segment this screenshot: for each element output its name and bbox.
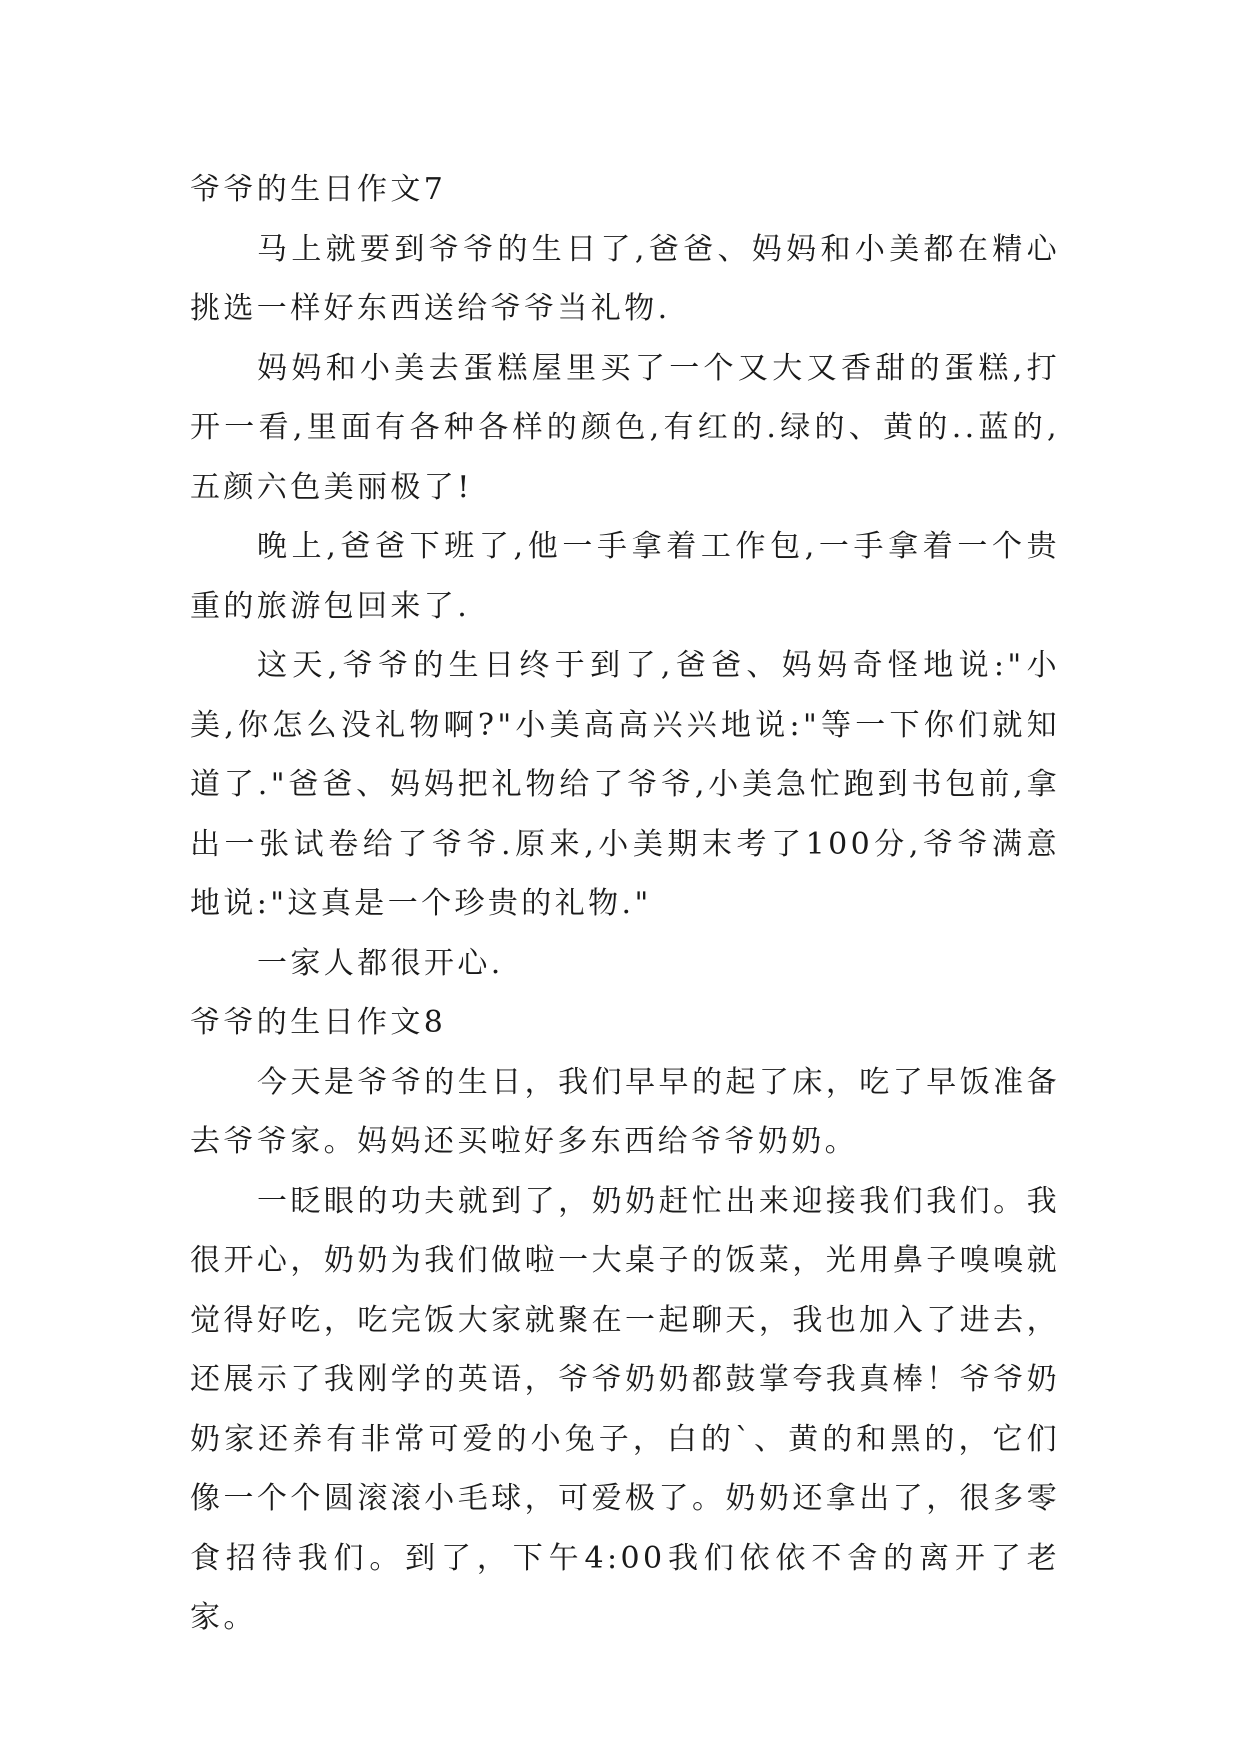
paragraph: 一眨眼的功夫就到了，奶奶赶忙出来迎接我们我们。我很开心，奶奶为我们做啦一大桌子的饭菜，光用鼻子嗅嗅就觉得好吃，吃完饭大家就聚在一起聊天，我也加入了进去，还展示了我刚学的英语，爷爷奶奶都鼓掌夸我真棒！爷爷奶奶家还养有非常可爱的小兔子，白的`、黄的和黑的，它们像一个个圆滚滚小毛球，可爱极了。奶奶还拿出了，很多零食招待我们。到了，下午4:00我们依依不舍的离开了老家。 <box>190 1183 1060 1635</box>
paragraph: 今天是爷爷的生日，我们早早的起了床，吃了早饭准备去爷爷家。妈妈还买啦好多东西给爷爷奶奶。 <box>190 1064 1060 1159</box>
section-title-7: 爷爷的生日作文7 <box>190 172 447 207</box>
section-title-8: 爷爷的生日作文8 <box>190 1005 447 1040</box>
paragraph: 晚上,爸爸下班了,他一手拿着工作包,一手拿着一个贵重的旅游包回来了. <box>190 529 1060 624</box>
document-body <box>190 160 1060 1648</box>
paragraph: 妈妈和小美去蛋糕屋里买了一个又大又香甜的蛋糕,打开一看,里面有各种各样的颜色,有红的.绿的、黄的..蓝的,五颜六色美丽极了! <box>190 350 1060 505</box>
paragraph: 马上就要到爷爷的生日了,爸爸、妈妈和小美都在精心挑选一样好东西送给爷爷当礼物. <box>190 231 1060 326</box>
paragraph: 这天,爷爷的生日终于到了,爸爸、妈妈奇怪地说:"小美,你怎么没礼物啊?"小美高高兴兴地说:"等一下你们就知道了."爸爸、妈妈把礼物给了爷爷,小美急忙跑到书包前,拿出一张试卷给了爷爷.原来,小美期末考了100分,爷爷满意地说:"这真是一个珍贵的礼物." <box>190 648 1060 921</box>
paragraph: 一家人都很开心. <box>257 945 504 981</box>
